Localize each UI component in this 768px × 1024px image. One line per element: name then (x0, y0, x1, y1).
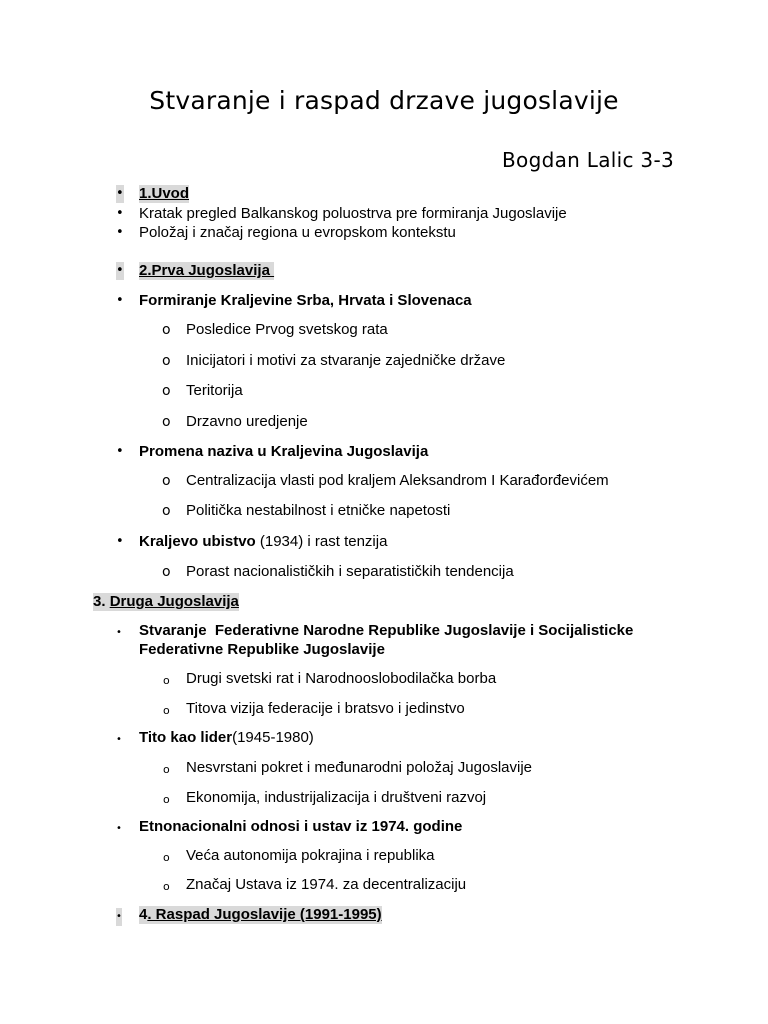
bullet-disc: • (116, 627, 122, 638)
bullet-disc: • (116, 293, 124, 308)
sub-list-item-text: Veća autonomija pokrajina i republika (186, 847, 435, 864)
list-item-text: Kratak pregled Balkanskog poluostrva pre formiranja Jugoslavije (139, 205, 567, 222)
bullet-circle: o (162, 353, 171, 369)
bullet-circle: o (162, 414, 171, 430)
sub-list-item-text: Drzavno uredjenje (186, 413, 308, 430)
bullet-circle: o (162, 503, 171, 519)
sub-list-item-text: Inicijatori i motivi za stvaranje zajedničke države (186, 352, 506, 369)
list-item-rest-text: (1945-1980) (232, 729, 314, 746)
list-item-text: Formiranje Kraljevine Srba, Hrvata i Slovenaca (139, 292, 472, 309)
sub-list-item-text: Ekonomija, industrijalizacija i društveni razvoj (186, 789, 487, 806)
section-1-heading: 1.Uvod (139, 185, 190, 202)
bullet-disc: • (116, 823, 122, 834)
list-item-rest-text: (1934) i rast tenzija (255, 533, 388, 550)
list-item-text: Položaj i značaj regiona u evropskom kontekstu (139, 224, 456, 241)
list-item-text (139, 729, 314, 747)
bullet-disc: • (116, 534, 124, 549)
section-3-number: 3. (93, 593, 110, 610)
document-title: Stvaranje i raspad drzave jugoslavije (149, 86, 619, 115)
bullet-disc: • (116, 186, 124, 201)
sub-list-item-text: Teritorija (186, 382, 243, 399)
section-3-heading (93, 593, 239, 611)
sub-list-item-text: Značaj Ustava iz 1974. za decentralizaciju (186, 876, 467, 893)
bullet-disc: • (116, 263, 124, 278)
bullet-circle: o (162, 473, 171, 489)
list-item-text: Stvaranje Federativne Narodne Republike Jugoslavije i Socijalisticke (139, 622, 634, 639)
sub-list-item-text: Posledice Prvog svetskog rata (186, 321, 388, 338)
bullet-circle: o (163, 851, 170, 864)
bullet-circle: o (162, 564, 171, 580)
sub-list-item-text: Centralizacija vlasti pod kraljem Aleksandrom I Karađorđevićem (186, 472, 609, 489)
list-item-text-continuation: Federativne Republike Jugoslavije (139, 641, 385, 658)
sub-list-item-text: Nesvrstani pokret i međunarodni položaj Jugoslavije (186, 759, 533, 776)
bullet-circle: o (162, 322, 171, 338)
bullet-circle: o (163, 880, 170, 893)
sub-list-item-text: Drugi svetski rat i Narodnooslobodilačka borba (186, 670, 497, 687)
sub-list-item-text: Politička nestabilnost i etničke napetosti (186, 502, 451, 519)
sub-list-item-text: Porast nacionalističkih i separatističkih tendencija (186, 563, 514, 580)
list-item-text: Etnonacionalni odnosi i ustav iz 1974. godine (139, 818, 463, 835)
bullet-disc: • (116, 908, 122, 926)
section-4-number: 4 (139, 906, 148, 923)
bullet-disc: • (116, 206, 124, 221)
list-item-text: Promena naziva u Kraljevina Jugoslavija (139, 443, 429, 460)
bullet-circle: o (163, 763, 170, 776)
bullet-circle: o (162, 383, 171, 399)
bullet-disc: • (116, 444, 124, 459)
section-3-title: Druga Jugoslavija (109, 593, 239, 610)
author-line: Bogdan Lalic 3-3 (502, 148, 674, 172)
section-4-heading (139, 906, 382, 924)
bullet-disc: • (116, 225, 124, 240)
list-item-bold-text: Tito kao lider (139, 729, 233, 746)
section-4-title: . Raspad Jugoslavije (1991-1995) (147, 906, 382, 923)
bullet-circle: o (163, 793, 170, 806)
section-2-heading: 2.Prva Jugoslavija (139, 262, 275, 279)
bullet-circle: o (163, 674, 170, 687)
list-item-text (139, 533, 387, 551)
list-item-bold-text: Kraljevo ubistvo (139, 533, 256, 550)
sub-list-item-text: Titova vizija federacije i bratsvo i jedinstvo (186, 700, 465, 717)
bullet-circle: o (163, 704, 170, 717)
bullet-disc: • (116, 734, 122, 745)
